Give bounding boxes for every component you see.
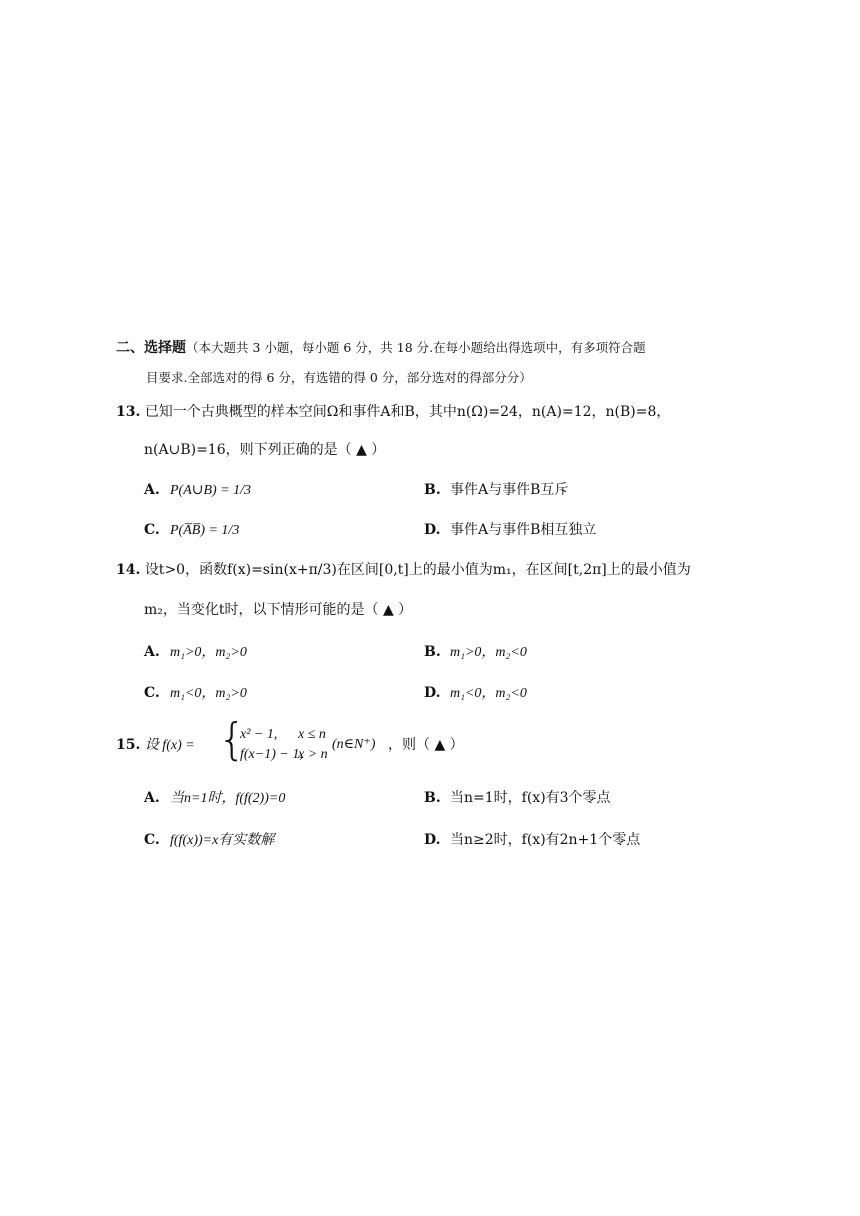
question-15-stem-prefix [116,735,195,756]
question-13-option-d [424,520,596,540]
question-15-option-b [424,788,611,808]
question-15-option-a [144,788,285,809]
piecewise-case1-expr: x² − 1, [240,727,278,742]
option-label: D. [424,832,441,848]
question-14-option-d [424,683,527,704]
option-text: P(A∪B) = 1/3 [170,483,252,498]
option-label: B. [424,482,441,498]
option-text: P(A̅B̅) = 1/3 [170,523,240,538]
question-14-stem-text1: 设t>0，函数f(x)=sin(x+π/3)在区间[0,t]上的最小值为m₁，在区间[t,2π]上的最小值为 [144,562,691,578]
section-heading: 二、选择题 [116,340,186,356]
question-13-stem-text1: 已知一个古典概型的样本空间Ω和事件A和B，其中n(Ω)=24，n(A)=12，n(B)=8， [144,404,671,420]
option-text: m₁<0，m₂>0 [170,686,247,701]
piecewise-case2-cond: x > n [298,747,328,762]
option-label: D. [424,685,441,701]
option-label: A. [144,644,160,660]
option-label: C. [144,685,160,701]
option-text: m₁>0，m₂<0 [450,645,527,660]
question-13-number: 13. [116,404,141,420]
option-text: m₁>0，m₂>0 [170,645,247,660]
piecewise-brace: { [218,714,246,765]
option-label: A. [144,482,160,498]
section-description-line1: （本大题共 3 小题，每小题 6 分，共 18 分.在每小题给出得选项中，有多项符合题 [186,340,646,355]
question-14-option-a [144,642,247,663]
question-14-number: 14. [116,562,141,578]
question-13-stem-line1 [116,402,670,422]
question-13-option-c [144,520,239,541]
question-15-option-c [144,830,274,851]
section-description-line2: 目要求.全部选对的得 6 分，有选错的得 0 分，部分选对的得部分分） [146,370,532,385]
question-13-option-a [144,480,251,501]
option-label: B. [424,644,441,660]
section-header [116,338,646,358]
option-text: f(f(x))=x有实数解 [170,833,275,848]
question-15-number: 15. [116,737,141,753]
option-text: 事件A与事件B相互独立 [450,522,597,538]
piecewise-case1-cond: x ≤ n [298,727,326,742]
question-14-option-c [144,683,247,704]
question-14-stem-line1 [116,560,691,580]
question-14-option-b [424,642,527,663]
option-text: 当n=1时，f(x)有3个零点 [450,790,611,806]
option-label: B. [424,790,441,806]
question-15-stem-suffix: ，则（ ▲ ） [388,737,464,753]
option-text: 当n≥2时，f(x)有2n+1个零点 [450,832,641,848]
option-label: A. [144,790,160,806]
option-label: D. [424,522,441,538]
option-label: C. [144,832,160,848]
option-text: m₁<0，m₂<0 [450,686,527,701]
piecewise-case2-expr: f(x−1) − 1, [240,747,303,762]
question-15-option-d [424,830,640,850]
question-14-stem-line2: m₂，当变化t时，以下情形可能的是（ ▲ ） [144,602,413,618]
question-13-option-b [424,480,568,500]
option-text: 事件A与事件B互斥 [450,482,569,498]
piecewise-domain: (n∈N⁺) [332,737,376,752]
option-label: C. [144,522,160,538]
question-13-stem-line2: n(A∪B)=16，则下列正确的是（ ▲ ） [144,442,386,458]
piecewise-lhs: 设 f(x) = [144,738,195,753]
option-text: 当n=1时，f(f(2))=0 [170,791,286,806]
